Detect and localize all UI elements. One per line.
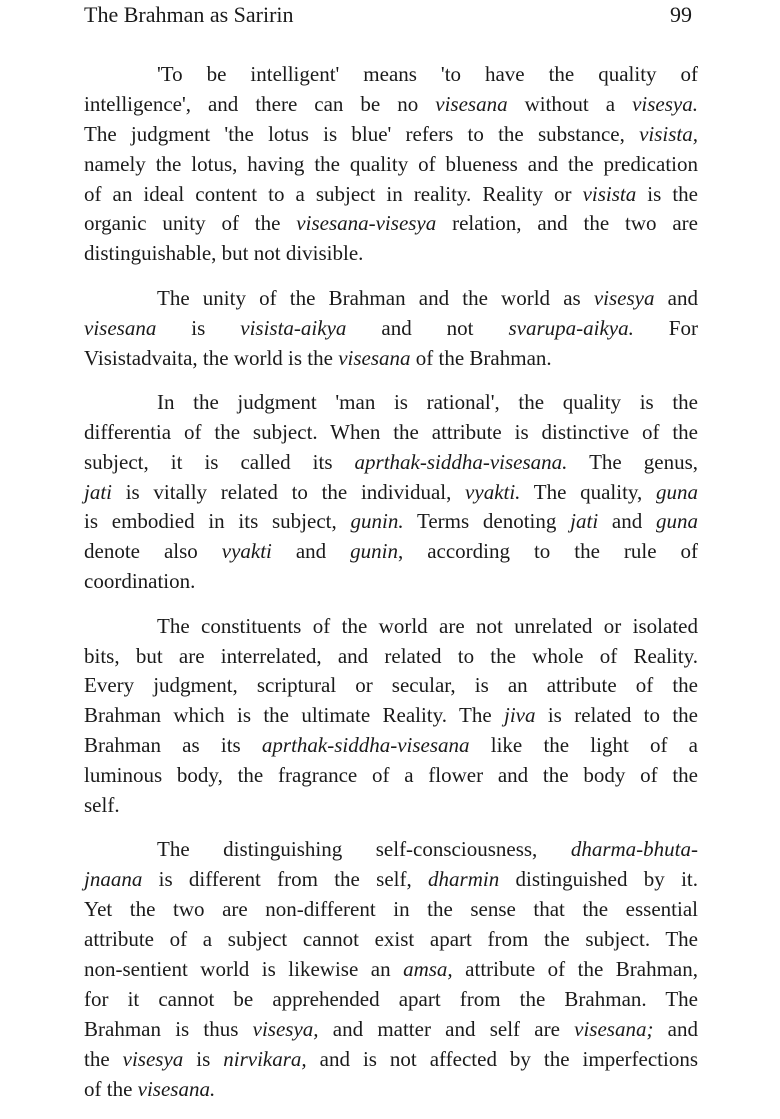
body-text bbox=[84, 60, 698, 1119]
text-run: The unity of the Brahman and the world as bbox=[157, 285, 594, 310]
text-line bbox=[84, 671, 698, 701]
text-line bbox=[84, 1015, 698, 1045]
text-run: Visistadvaita, the world is the bbox=[84, 345, 339, 370]
text-run: Brahman which is the ultimate Reality. The bbox=[84, 703, 504, 728]
text-line bbox=[84, 448, 698, 478]
text-run: is the bbox=[636, 181, 699, 206]
text-line bbox=[84, 507, 698, 537]
italic-term: visista-aikya bbox=[240, 315, 347, 340]
text-run: relation, and the two are bbox=[436, 211, 698, 236]
text-line bbox=[84, 344, 698, 374]
text-line bbox=[84, 60, 698, 90]
text-run: without a bbox=[507, 91, 633, 116]
italic-term: visesya bbox=[122, 1046, 184, 1071]
text-line bbox=[84, 985, 698, 1015]
italic-term: visesana; bbox=[574, 1016, 654, 1041]
page-number: 99 bbox=[670, 2, 692, 27]
italic-term: svarupa-aikya. bbox=[508, 315, 634, 340]
text-line bbox=[84, 418, 698, 448]
italic-term: jnaana bbox=[84, 867, 143, 892]
text-run: of an ideal content to a subject in reality. Reality or bbox=[84, 181, 583, 206]
text-run: Brahman as its bbox=[84, 733, 262, 758]
text-line bbox=[84, 567, 698, 597]
text-line bbox=[84, 239, 698, 269]
text-run: Brahman is thus bbox=[84, 1016, 253, 1041]
text-line bbox=[84, 1045, 698, 1075]
text-run: coordination. bbox=[84, 569, 196, 594]
text-line bbox=[84, 895, 698, 925]
text-run: and not bbox=[346, 315, 509, 340]
italic-term: jiva bbox=[504, 703, 536, 728]
italic-term: visesana. bbox=[137, 1076, 216, 1101]
text-line bbox=[84, 925, 698, 955]
text-run: denote also bbox=[84, 539, 222, 564]
text-line bbox=[84, 150, 698, 180]
italic-term: aprthak-siddha-visesana bbox=[261, 733, 470, 758]
text-run: and bbox=[654, 285, 698, 310]
italic-term: jati bbox=[84, 479, 113, 504]
italic-term: visista bbox=[582, 181, 637, 206]
italic-term: dharma-bhuta- bbox=[570, 837, 698, 862]
text-run: Every judgment, scriptural or secular, is an attribute of the bbox=[84, 673, 698, 698]
text-run: For bbox=[633, 315, 698, 340]
italic-term: aprthak-siddha-visesana. bbox=[354, 449, 568, 474]
text-run: Yet the two are non-different in the sense that the essential bbox=[84, 897, 698, 922]
text-run: distinguished by it. bbox=[499, 867, 698, 892]
text-run: is different from the self, bbox=[142, 867, 429, 892]
text-run: Terms denoting bbox=[403, 509, 571, 534]
running-title: The Brahman as Saririn bbox=[84, 2, 294, 27]
text-run: intelligence', and there can be no bbox=[84, 91, 436, 116]
text-run: for it cannot be apprehended apart from the Brahman. The bbox=[84, 986, 698, 1011]
text-run: 'To be intelligent' means 'to have the quality of bbox=[157, 62, 698, 86]
italic-term: guna bbox=[656, 509, 698, 534]
text-run: of the Brahman. bbox=[410, 345, 552, 370]
italic-term: visesana bbox=[338, 345, 411, 370]
text-line bbox=[84, 120, 698, 150]
text-run: and bbox=[598, 509, 656, 534]
text-run: The constituents of the world are not unrelated or isolated bbox=[157, 613, 698, 638]
text-run: subject, it is called its bbox=[84, 449, 355, 474]
italic-term: visesya. bbox=[632, 91, 698, 116]
text-line bbox=[84, 209, 698, 239]
italic-term: gunin. bbox=[350, 509, 404, 534]
text-line bbox=[84, 761, 698, 791]
text-line bbox=[84, 478, 698, 508]
text-run: is related to the bbox=[535, 703, 698, 728]
text-line bbox=[84, 791, 698, 821]
text-run: In the judgment 'man is rational', the quality is the bbox=[157, 389, 698, 414]
italic-term: amsa, bbox=[403, 956, 453, 981]
text-run: is bbox=[183, 1046, 224, 1071]
text-line bbox=[84, 612, 698, 642]
text-run: distinguishable, but not divisible. bbox=[84, 241, 364, 266]
text-run: differentia of the subject. When the attribute is distinctive of the bbox=[84, 419, 698, 444]
italic-term: visesana bbox=[435, 91, 508, 116]
text-line bbox=[84, 314, 698, 344]
italic-term: visista, bbox=[639, 121, 698, 146]
italic-term: visesya bbox=[593, 285, 655, 310]
italic-term: visesana-visesya bbox=[296, 211, 437, 236]
paragraph bbox=[84, 612, 698, 821]
text-run: The judgment 'the lotus is blue' refers to the substance, bbox=[84, 121, 640, 146]
paragraph bbox=[84, 835, 698, 1104]
italic-term: jati bbox=[570, 509, 599, 534]
running-header bbox=[84, 0, 692, 30]
text-run: namely the lotus, having the quality of blueness and the predication bbox=[84, 151, 698, 176]
text-line bbox=[84, 537, 698, 567]
text-run: the bbox=[84, 1046, 123, 1071]
italic-term: vyakti bbox=[221, 539, 272, 564]
italic-term: vyakti. bbox=[465, 479, 521, 504]
text-line bbox=[84, 701, 698, 731]
text-line bbox=[84, 865, 698, 895]
text-run: and bbox=[271, 539, 351, 564]
italic-term: visesya, bbox=[252, 1016, 319, 1041]
italic-term: visesana bbox=[84, 315, 157, 340]
text-run: self. bbox=[84, 792, 120, 817]
text-run: The genus, bbox=[567, 449, 698, 474]
text-line bbox=[84, 835, 698, 865]
text-run: attribute of the Brahman, bbox=[452, 956, 698, 981]
text-run: like the light of a bbox=[469, 733, 699, 758]
paragraph bbox=[84, 388, 698, 597]
italic-term: guna bbox=[656, 479, 698, 504]
italic-term: dharmin bbox=[428, 867, 500, 892]
text-run: is embodied in its subject, bbox=[84, 509, 351, 534]
italic-term: gunin bbox=[350, 539, 398, 564]
paragraph bbox=[84, 284, 698, 374]
text-run: organic unity of the bbox=[84, 211, 297, 236]
text-run: luminous body, the fragrance of a flower and the body of the bbox=[84, 763, 698, 788]
text-run: and bbox=[653, 1016, 698, 1041]
text-run: and is not affected by the imperfections bbox=[306, 1046, 698, 1071]
text-run: The quality, bbox=[520, 479, 656, 504]
text-line bbox=[84, 955, 698, 985]
text-run: , according to the rule of bbox=[398, 539, 699, 564]
text-run: and matter and self are bbox=[318, 1016, 575, 1041]
text-line bbox=[84, 642, 698, 672]
italic-term: nirvikara, bbox=[223, 1046, 307, 1071]
text-line bbox=[84, 731, 698, 761]
text-run: The distinguishing self-consciousness, bbox=[157, 837, 571, 862]
text-run: non-sentient world is likewise an bbox=[84, 956, 404, 981]
text-line bbox=[84, 180, 698, 210]
text-line bbox=[84, 90, 698, 120]
text-run: attribute of a subject cannot exist apart from the subject. The bbox=[84, 927, 698, 952]
text-run: is bbox=[156, 315, 241, 340]
text-line bbox=[84, 284, 698, 314]
text-line bbox=[84, 388, 698, 418]
text-run: bits, but are interrelated, and related to the whole of Reality. bbox=[84, 643, 698, 668]
text-run: of the bbox=[84, 1076, 138, 1101]
text-line bbox=[84, 1075, 698, 1105]
text-run: is vitally related to the individual, bbox=[112, 479, 466, 504]
paragraph bbox=[84, 60, 698, 269]
